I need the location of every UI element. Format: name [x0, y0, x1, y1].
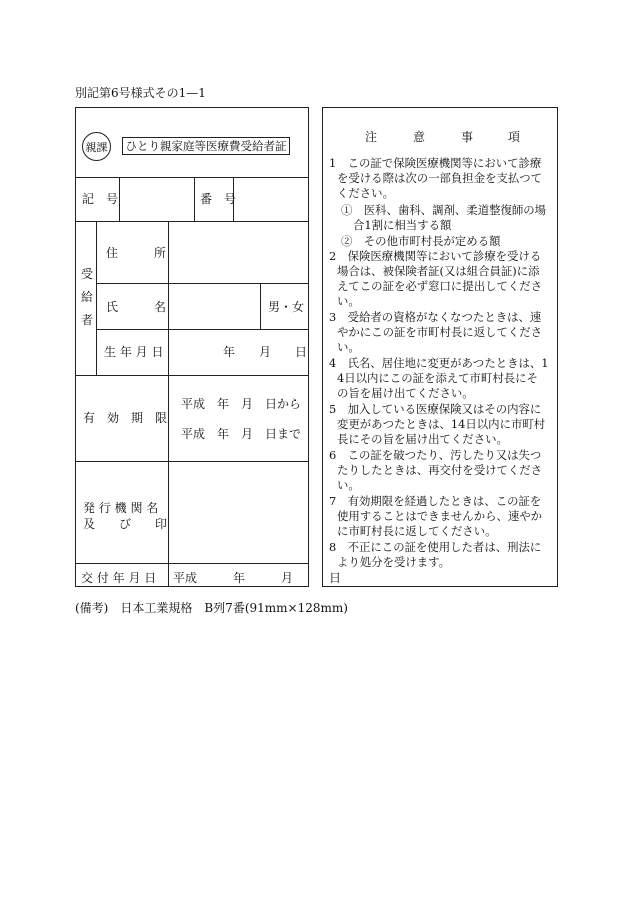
valid-from: 平成 年 月 日から: [181, 397, 302, 411]
divider: [194, 177, 195, 221]
divider: [96, 329, 308, 330]
notes-box: [322, 107, 558, 587]
issue-date-value: 平成 年 月 日: [173, 571, 342, 585]
note-line: 7 有効期限を経過したときは、この証を: [329, 494, 542, 508]
kigo-label: 記 号: [82, 192, 119, 206]
note-line: より処分を受けます。: [337, 555, 450, 569]
note-line: 2 保険医療機関等において診療を受ける: [329, 249, 542, 263]
validity-label: 有 効 期 限: [83, 411, 168, 425]
note-line: 6 この証を破つたり、汚したり又は失つ: [329, 448, 542, 462]
divider: [76, 563, 308, 564]
badge-circle: [82, 132, 111, 161]
divider: [76, 461, 308, 462]
issuer-label-2: 及 び 印: [83, 517, 168, 531]
divider: [119, 177, 120, 221]
divider: [76, 177, 308, 178]
note-line: 1 この証で保険医療機関等において診療: [329, 156, 542, 170]
note-line: 変更があつたときは、14日以内に市町村: [337, 417, 546, 431]
note-line: 8 不正にこの証を使用した者は、刑法に: [329, 540, 542, 554]
note-line: 長にその旨を届け出てください。: [337, 432, 508, 446]
recipient-char: 者: [81, 313, 94, 327]
note-line: たりしたときは、再交付を受けてくださ: [337, 463, 543, 477]
certificate-title-text: ひとり親家庭等医療費受給者証: [125, 139, 287, 153]
bango-label: 番 号: [200, 192, 237, 206]
note-line: 4 氏名、居住地に変更があつたときは、1: [329, 356, 549, 370]
note-line: えてこの証を必ず窓口に提出してくださ: [337, 279, 543, 293]
note-line: 3 受給者の資格がなくなつたときは、速: [329, 310, 542, 324]
birthdate-label: 生 年 月 日: [104, 345, 164, 359]
divider: [168, 375, 169, 587]
valid-to: 平成 年 月 日まで: [181, 427, 302, 441]
recipient-char: 受: [81, 267, 94, 281]
notes-title-char: 項: [508, 130, 521, 144]
note-line: 5 加入している医療保険又はその内容に: [329, 402, 542, 416]
certificate-title: [122, 137, 290, 155]
note-line: に市町村長に返してください。: [337, 524, 497, 538]
footnote: (備考) 日本工業規格 B列7番(91mm×128mm): [75, 601, 348, 615]
address-label: 住 所: [106, 246, 167, 260]
note-line: い。: [337, 340, 360, 354]
birthdate-value: 年 月 日: [223, 345, 308, 359]
issue-date-label: 交 付 年 月 日: [81, 571, 157, 585]
notes-title-char: 事: [461, 130, 474, 144]
note-line: 合1割に相当する額: [353, 218, 452, 232]
form-label: 別記第6号様式その1—1: [75, 86, 206, 100]
note-line: い。: [337, 478, 360, 492]
note-line: ① 医科、歯科、調剤、柔道整復師の場: [341, 203, 547, 217]
note-line: 4日以内にこの証を添えて市町村長にそ: [337, 371, 538, 385]
notes-title-char: 注: [365, 130, 378, 144]
divider: [76, 375, 308, 376]
note-line: ください。: [337, 186, 394, 200]
note-line: 場合は、被保険者証(又は組合員証)に添: [337, 264, 540, 278]
note-line: の旨を届け出てください。: [337, 386, 474, 400]
badge-text: 親課: [85, 140, 108, 154]
name-label: 氏 名: [106, 300, 167, 314]
divider: [96, 283, 308, 284]
gender-field: 男・女: [268, 300, 305, 314]
note-line: い。: [337, 294, 360, 308]
note-line: を受ける際は次の一部負担金を支払つて: [337, 171, 543, 185]
divider: [96, 221, 97, 375]
note-line: ② その他市町村長が定める額: [341, 234, 501, 248]
note-line: やかにこの証を市町村長に返してくださ: [337, 325, 543, 339]
divider: [76, 221, 308, 222]
divider: [260, 283, 261, 329]
recipient-char: 給: [81, 290, 94, 304]
notes-title-char: 意: [413, 130, 426, 144]
divider: [168, 221, 169, 375]
issuer-label: 発 行 機 関 名: [83, 501, 159, 515]
note-line: 使用することはできませんから、速やか: [337, 509, 543, 523]
certificate-card: [75, 107, 342, 587]
